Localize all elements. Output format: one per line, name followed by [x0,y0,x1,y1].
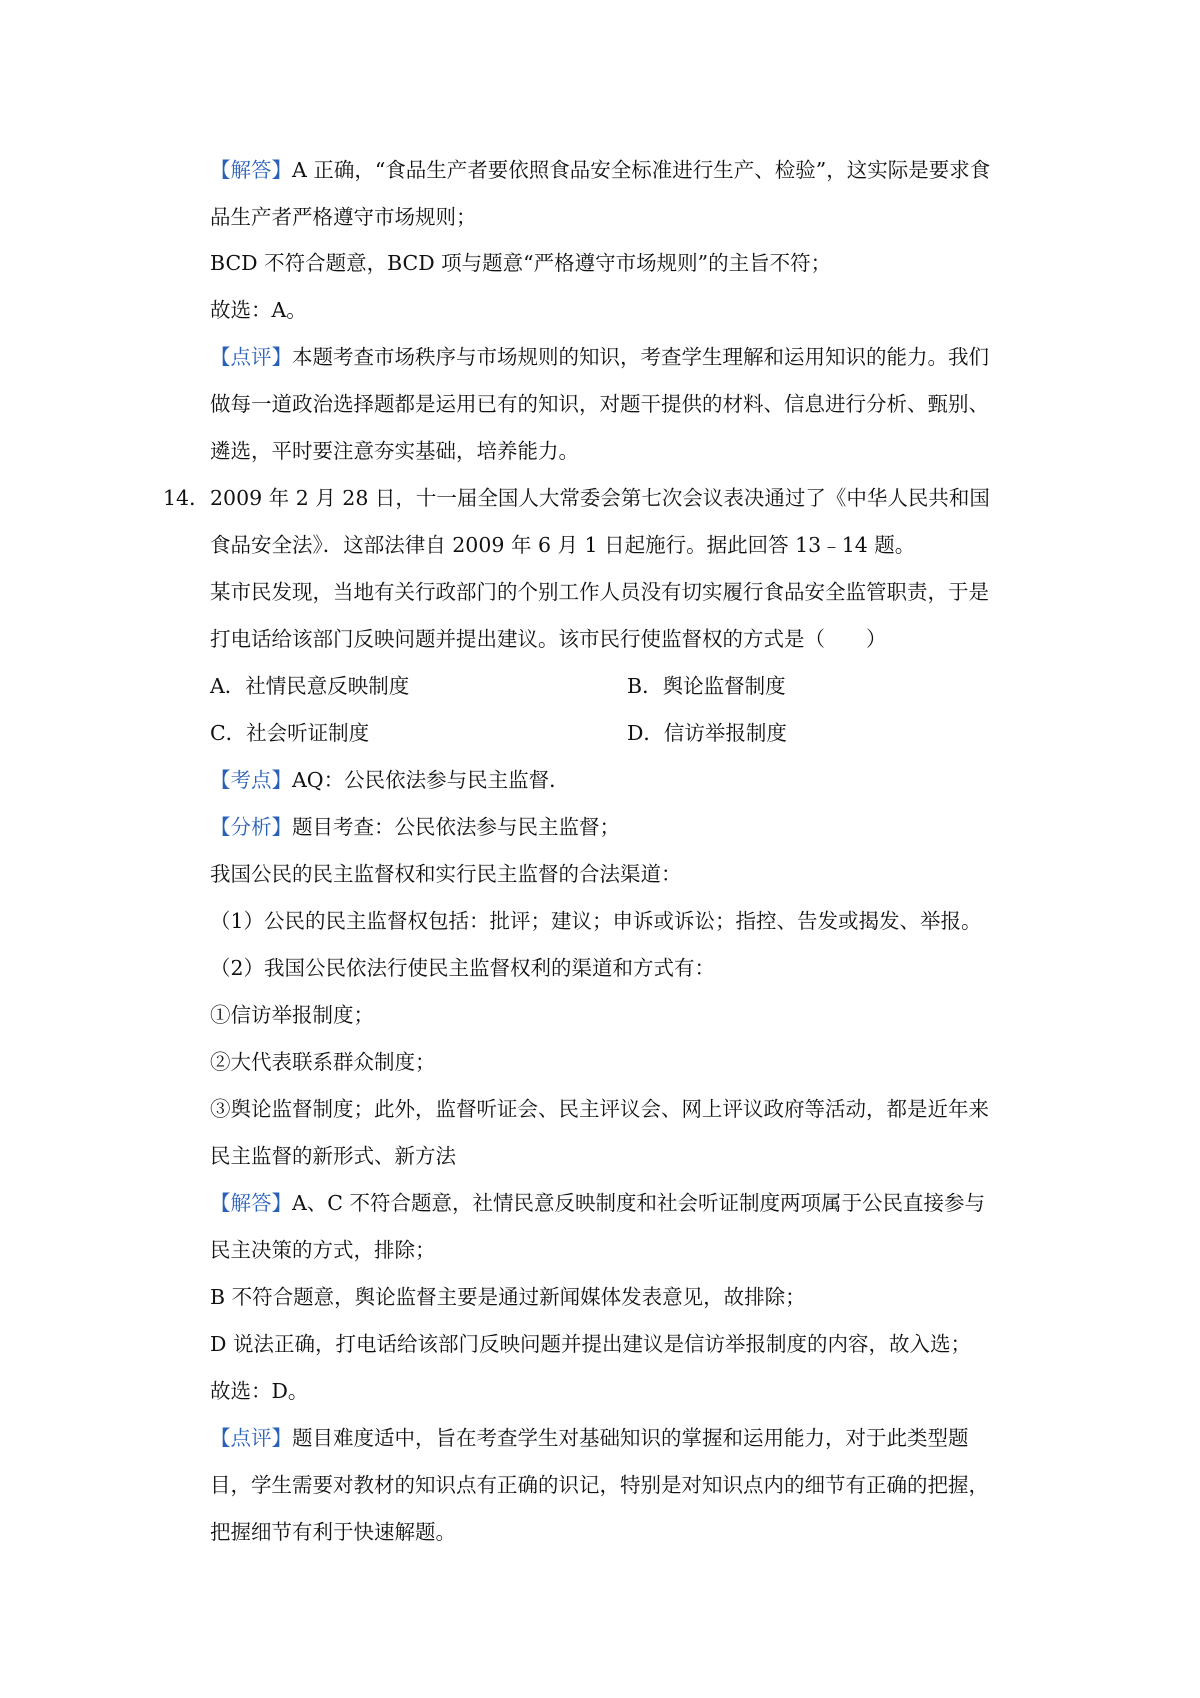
q14-option-b: B．舆论监督制度 [627,674,786,698]
q13-answer-line-3: BCD 不符合题意，BCD 项与题意“严格遵守市场规则”的主旨不符； [210,251,832,275]
q13-comment-text: 本题考查市场秩序与市场规则的知识，考查学生理解和运用知识的能力。我们 [292,345,989,369]
analysis-tag: 【分析】 [210,815,292,839]
q14-comment-line-3: 把握细节有利于快速解题。 [210,1520,456,1544]
answer-tag: 【解答】 [210,158,292,182]
q14-comment-line-1 [210,1423,969,1453]
q13-comment-line-1 [210,342,989,372]
q14-analysis-line-8: 民主监督的新形式、新方法 [210,1144,456,1168]
q13-comment-line-2: 做每一道政治选择题都是运用已有的知识，对题干提供的材料、信息进行分析、甄别、 [210,392,989,416]
q13-answer-text: A 正确，“食品生产者要依照食品安全标准进行生产、检验”，这实际是要求食 [292,158,991,182]
q14-analysis-line-6: ②大代表联系群众制度； [210,1050,436,1074]
q14-analysis-line-3: （1）公民的民主监督权包括：批评；建议；申诉或诉讼；指控、告发或揭发、举报。 [210,909,982,933]
q14-comment-line-2: 目，学生需要对教材的知识点有正确的识记，特别是对知识点内的细节有正确的把握， [210,1473,989,1497]
comment-tag: 【点评】 [210,345,292,369]
q14-stem-line-4: 打电话给该部门反映问题并提出建议。该市民行使监督权的方式是（ ） [210,627,887,651]
q14-analysis-text: 题目考查：公民依法参与民主监督； [292,815,620,839]
point-tag: 【考点】 [210,768,292,792]
q14-answer-line-2: 民主决策的方式，排除； [210,1238,436,1262]
q13-answer-line-4: 故选：A。 [210,298,307,322]
q13-answer-line-1 [210,155,990,185]
q14-point-text: AQ：公民依法参与民主监督． [292,768,570,792]
q14-analysis-line-1 [210,812,620,842]
q14-analysis-line-5: ①信访举报制度； [210,1003,374,1027]
q14-option-c: C．社会听证制度 [210,721,370,745]
q14-point-line [210,765,570,795]
q14-answer-line-4: D 说法正确，打电话给该部门反映问题并提出建议是信访举报制度的内容，故入选； [210,1332,971,1356]
q14-number: 14． [163,486,210,510]
q14-option-d: D．信访举报制度 [627,721,787,745]
q14-stem-line-3: 某市民发现，当地有关行政部门的个别工作人员没有切实履行食品安全监管职责，于是 [210,580,989,604]
q14-answer-line-1 [210,1188,985,1218]
q14-answer-line-3: B 不符合题意，舆论监督主要是通过新闻媒体发表意见，故排除； [210,1285,806,1309]
q14-analysis-line-2: 我国公民的民主监督权和实行民主监督的合法渠道： [210,862,682,886]
answer-tag: 【解答】 [210,1191,292,1215]
q13-answer-line-2: 品生产者严格遵守市场规则； [210,205,477,229]
comment-tag: 【点评】 [210,1426,292,1450]
q14-option-a: A．社情民意反映制度 [210,674,410,698]
q13-comment-line-3: 遴选，平时要注意夯实基础，培养能力。 [210,439,579,463]
q14-analysis-line-7: ③舆论监督制度；此外，监督听证会、民主评议会、网上评议政府等活动，都是近年来 [210,1097,989,1121]
q14-analysis-line-4: （2）我国公民依法行使民主监督权利的渠道和方式有： [210,956,716,980]
q14-comment-text: 题目难度适中，旨在考查学生对基础知识的掌握和运用能力，对于此类型题 [292,1426,969,1450]
q14-answer-text: A、C 不符合题意，社情民意反映制度和社会听证制度两项属于公民直接参与 [292,1191,986,1215]
q14-stem-line-1: 2009 年 2 月 28 日，十一届全国人大常委会第七次会议表决通过了《中华人民共和国 [210,486,990,510]
q14-stem-line-2: 食品安全法》．这部法律自 2009 年 6 月 1 日起施行。据此回答 13﹣14 题。 [210,533,916,557]
q14-answer-line-5: 故选：D。 [210,1379,309,1403]
